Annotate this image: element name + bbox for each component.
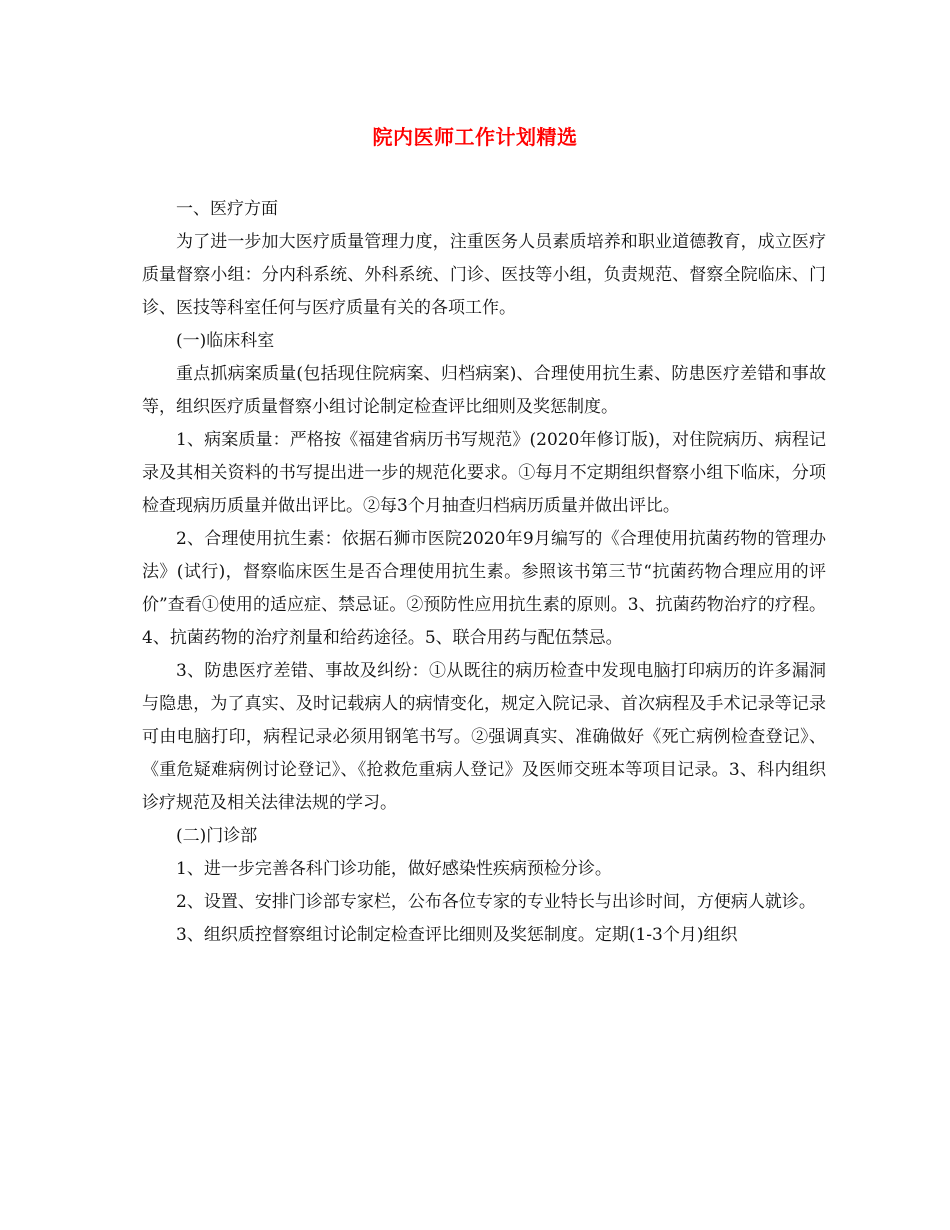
paragraph-error-prevention: 3、防患医疗差错、事故及纠纷：①从既往的病历检查中发现电脑打印病历的许多漏洞与隐患，为了真实、及时记载病人的病情变化，规定入院记录、首次病程及手术记录等记录可由电脑打印，病程记录必须用钢笔书写。②强调真实、准确做好《死亡病例检查登记》、《重危疑难病例讨论登记》、《抢救危重病人登记》及医师交班本等项目记录。3、科内组织诊疗规范及相关法律法规的学习。 bbox=[142, 661, 826, 813]
document-title: 院内医师工作计划精选 bbox=[372, 125, 578, 149]
paragraph-antibiotics: 2、合理使用抗生素：依据石狮市医院2020年9月编写的《合理使用抗菌药物的管理办法》(试行)，督察临床医生是否合理使用抗生素。参照该书第三节“抗菌药物合理应用的评价”查看①使用的适应症、禁忌证。②预防性应用抗生素的原则。3、抗菌药物治疗的疗程。4、抗菌药物的治疗剂量和给药途径。5、联合用药与配伍禁忌。 bbox=[142, 529, 826, 648]
document-body bbox=[142, 193, 826, 952]
subsection-heading-outpatient: (二)门诊部 bbox=[176, 826, 258, 846]
paragraph-outpatient-2: 2、设置、安排门诊部专家栏，公布各位专家的专业特长与出诊时间，方便病人就诊。 bbox=[176, 892, 816, 912]
paragraph-outpatient-1: 1、进一步完善各科门诊功能，做好感染性疾病预检分诊。 bbox=[176, 859, 612, 879]
paragraph-clinical-focus: 重点抓病案质量(包括现住院病案、归档病案)、合理使用抗生素、防患医疗差错和事故等，组织医疗质量督察小组讨论制定检查评比细则及奖惩制度。 bbox=[142, 364, 826, 417]
paragraph-case-quality: 1、病案质量：严格按《福建省病历书写规范》(2020年修订版)，对住院病历、病程记录及其相关资料的书写提出进一步的规范化要求。①每月不定期组织督察小组下临床，分项检查现病历质量并做出评比。②每3个月抽查归档病历质量并做出评比。 bbox=[142, 430, 826, 516]
paragraph-outpatient-3: 3、组织质控督察组讨论制定检查评比细则及奖惩制度。定期(1-3个月)组织 bbox=[176, 925, 738, 945]
subsection-heading-clinical: (一)临床科室 bbox=[176, 331, 275, 351]
paragraph-intro: 为了进一步加大医疗质量管理力度，注重医务人员素质培养和职业道德教育，成立医疗质量督察小组：分内科系统、外科系统、门诊、医技等小组，负责规范、督察全院临床、门诊、医技等科室任何与医疗质量有关的各项工作。 bbox=[142, 232, 826, 318]
section-heading-medical: 一、医疗方面 bbox=[176, 199, 278, 219]
